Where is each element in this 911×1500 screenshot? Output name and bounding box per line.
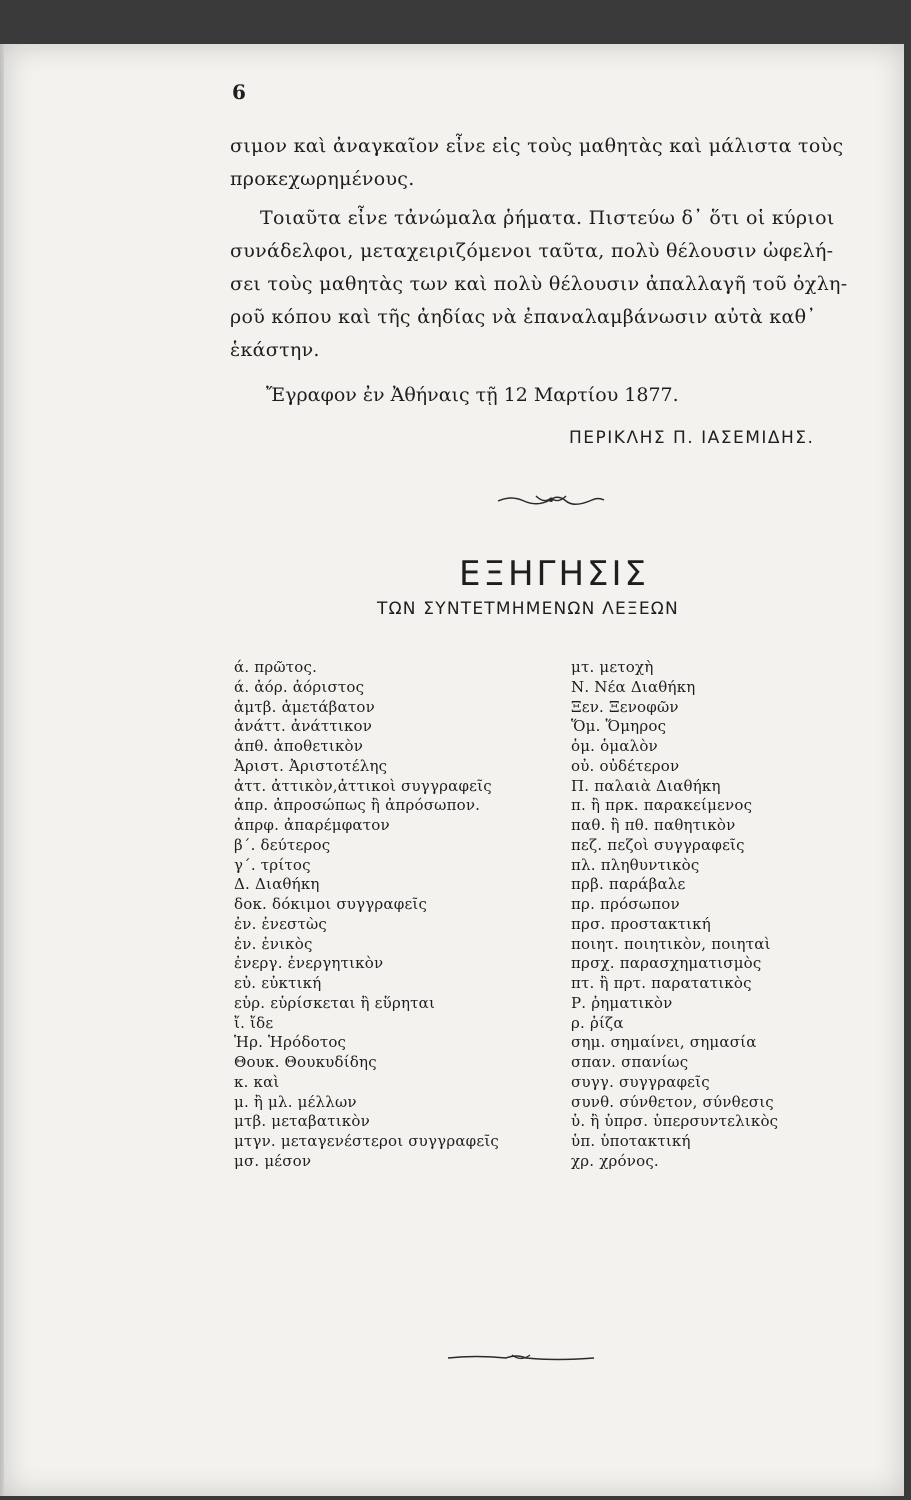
main-paragraph bbox=[230, 202, 911, 367]
abbreviation-entry: κ. καὶ bbox=[234, 1072, 280, 1091]
abbreviation-entry: ἀμτβ. ἀμετάβατον bbox=[234, 697, 375, 716]
text-line: Τοιαῦτα εἶνε τἀνώμαλα ῥήματα. Πιστεύω δ᾽ ὅτι οἱ κύριοι bbox=[260, 207, 835, 229]
abbreviation-entry: ά. πρῶτος. bbox=[234, 658, 318, 676]
abbreviation-entry: β΄. δεύτερος bbox=[234, 835, 331, 854]
abbreviation-entry: ἀπρ. ἀπροσώπως ἢ ἀπρόσωπον. bbox=[234, 796, 481, 815]
abbreviation-entry: ά. ἀόρ. ἀόριστος bbox=[234, 677, 365, 696]
abbreviation-entry: πτ. ἢ πρτ. παρατατικὸς bbox=[571, 974, 752, 992]
ornament-divider-icon bbox=[446, 1352, 596, 1364]
abbreviation-entry: συνθ. σύνθετον, σύνθεσις bbox=[571, 1092, 774, 1111]
abbreviation-entry: ἀττ. ἀττικὸν,ἀττικοὶ συγγραφεῖς bbox=[234, 776, 492, 795]
abbreviation-entry: πρ. πρόσωπον bbox=[571, 895, 680, 913]
ornament-divider-icon bbox=[496, 492, 606, 508]
abbreviation-entry: Ρ. ῥηματικὸν bbox=[571, 993, 673, 1012]
abbreviation-entry: Ξεν. Ξενοφῶν bbox=[571, 697, 679, 716]
abbreviation-entry: μ. ἢ μλ. μέλλων bbox=[234, 1092, 357, 1111]
abbreviation-entry: σημ. σημαίνει, σημασία bbox=[571, 1033, 757, 1052]
abbreviation-entry: ἀπρφ. ἀπαρέμφατον bbox=[234, 816, 390, 834]
abbreviation-entry: ἴ. ἴδε bbox=[234, 1013, 274, 1032]
abbreviation-entry: παθ. ἢ πθ. παθητικὸν bbox=[571, 816, 736, 834]
abbreviation-entry: οὐ. οὐδέτερον bbox=[571, 756, 680, 775]
abbreviation-entry: δοκ. δόκιμοι συγγραφεῖς bbox=[234, 895, 428, 913]
abbreviation-entry: ὑπ. ὑποτακτική bbox=[571, 1132, 691, 1150]
abbreviation-entry: εὐ. εὐκτική bbox=[234, 974, 322, 992]
abbreviation-entry: Ἡρ. Ἡρόδοτος bbox=[234, 1033, 347, 1052]
abbreviation-entry: Ὅμ. Ὅμηρος bbox=[571, 717, 667, 736]
abbreviation-entry: μτ. μετοχὴ bbox=[571, 658, 654, 676]
abbreviation-entry: πρσ. προστακτική bbox=[571, 914, 711, 933]
text-line: προκεχωρημένους. bbox=[230, 168, 415, 190]
abbreviations-right-column bbox=[571, 658, 778, 1172]
abbreviation-entry: μτγν. μεταγενέστεροι συγγραφεῖς bbox=[234, 1132, 500, 1150]
abbreviation-entry: Θουκ. Θουκυδίδης bbox=[234, 1053, 377, 1071]
text-line: συνάδελφοι, μεταχειριζόμενοι ταῦτα, πολὺ θέλουσιν ὠφελή- bbox=[230, 240, 834, 262]
abbreviation-entry: ἀπθ. ἀποθετικὸν bbox=[234, 737, 364, 755]
abbreviation-entry: Π. παλαιὰ Διαθήκη bbox=[571, 776, 721, 795]
text-line: ἑκάστην. bbox=[230, 339, 320, 361]
section-subtitle: ΤΩΝ ΣΥΝΤΕΤΜΗΜΕΝΩΝ ΛΕΞΕΩΝ bbox=[377, 599, 679, 619]
text-line: σει τοὺς μαθητὰς των καὶ πολὺ θέλουσιν ἀπαλλαγῆ τοῦ ὀχλη- bbox=[230, 273, 848, 295]
abbreviation-entry: συγγ. συγγραφεῖς bbox=[571, 1072, 710, 1091]
abbreviations-left-column bbox=[234, 658, 499, 1172]
abbreviation-entry: χρ. χρόνος. bbox=[571, 1151, 659, 1170]
abbreviation-entry: Δ. Διαθήκη bbox=[234, 875, 320, 894]
abbreviation-entry: ὁμ. ὁμαλὸν bbox=[571, 737, 658, 755]
abbreviation-entry: Ν. Νέα Διαθήκη bbox=[571, 677, 696, 696]
abbreviation-entry: ἐν. ἐνικὸς bbox=[234, 934, 313, 953]
document-page bbox=[4, 44, 904, 1496]
abbreviation-entry: ὑ. ἢ ὑπρσ. ὑπερσυντελικὸς bbox=[571, 1112, 779, 1131]
abbreviation-entry: πεζ. πεζοὶ συγγραφεῖς bbox=[571, 835, 745, 854]
abbreviation-entry: ρ. ῥίζα bbox=[571, 1013, 624, 1032]
abbreviation-entry: σπαν. σπανίως bbox=[571, 1053, 689, 1071]
abbreviation-entry: μτβ. μεταβατικὸν bbox=[234, 1112, 370, 1131]
abbreviation-entry: εὑρ. εὑρίσκεται ἢ εὕρηται bbox=[234, 993, 436, 1012]
abbreviation-entry: μσ. μέσον bbox=[234, 1151, 312, 1170]
dateline: Ἔγραφον ἐν Ἀθήναις τῇ 12 Μαρτίου 1877. bbox=[266, 384, 679, 406]
abbreviation-entry: γ΄. τρίτος bbox=[234, 855, 311, 874]
abbreviation-entry: π. ἢ πρκ. παρακείμενος bbox=[571, 796, 753, 815]
abbreviation-entry: Ἀριστ. Ἀριστοτέλης bbox=[234, 756, 388, 775]
author-signature: ΠΕΡΙΚΛΗΣ Π. ΙΑΣΕΜΙΔΗΣ. bbox=[569, 428, 815, 448]
abbreviation-entry: πρβ. παράβαλε bbox=[571, 875, 686, 894]
abbreviation-entry: ἐν. ἐνεστὼς bbox=[234, 914, 328, 933]
abbreviation-entry: ποιητ. ποιητικὸν, ποιηταὶ bbox=[571, 934, 771, 953]
abbreviation-entry: πλ. πληθυντικὸς bbox=[571, 855, 700, 874]
text-line: σιμον καὶ ἀναγκαῖον εἶνε εἰς τοὺς μαθητὰς καὶ μάλιστα τοὺς bbox=[230, 135, 844, 157]
page-number: 6 bbox=[232, 80, 246, 104]
abbreviation-entry: ἐνεργ. ἐνεργητικὸν bbox=[234, 954, 384, 973]
abbreviation-entry: πρσχ. παρασχηματισμὸς bbox=[571, 954, 762, 973]
text-line: ροῦ κόπου καὶ τῆς ἀηδίας νὰ ἐπαναλαμβάνωσιν αὐτὰ καθ᾽ bbox=[230, 306, 817, 328]
intro-paragraph bbox=[230, 130, 911, 196]
section-title: ΕΞΗΓΗΣΙΣ bbox=[459, 554, 650, 594]
abbreviation-entry: ἀνάττ. ἀνάττικον bbox=[234, 717, 373, 736]
